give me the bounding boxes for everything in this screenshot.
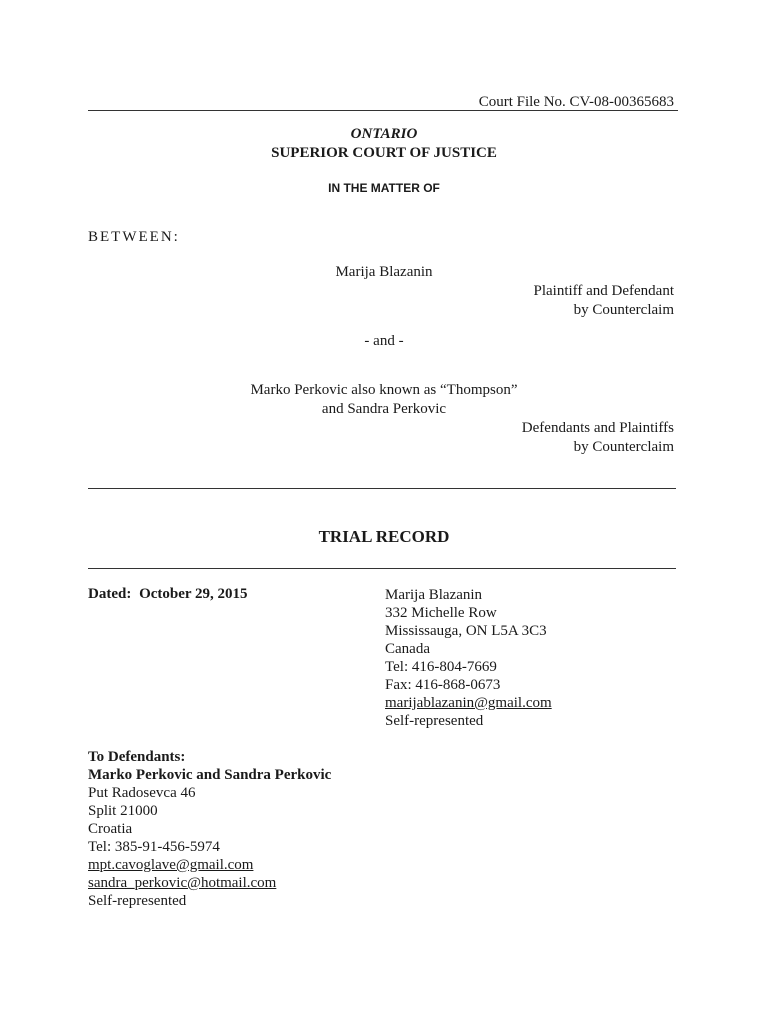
defendant-role: [414, 419, 674, 457]
defendant-line2: and Sandra Perkovic: [321, 401, 447, 417]
contact-tel: Tel: 416-804-7669: [385, 659, 497, 675]
contact-country: Canada: [385, 641, 430, 657]
dated-date: October 29, 2015: [139, 586, 248, 602]
contact-fax: Fax: 416-868-0673: [385, 677, 501, 693]
defendants-tel: Tel: 385-91-456-5974: [88, 839, 220, 855]
defendant-line1: Marko Perkovic also known as “Thompson”: [250, 382, 518, 398]
and-separator: - and -: [364, 333, 404, 349]
contact-city: Mississauga, ON L5A 3C3: [385, 623, 547, 639]
defendants-status: Self-represented: [88, 893, 187, 909]
defendant-role-line1: Defendants and Plaintiffs: [521, 420, 674, 436]
court-name: SUPERIOR COURT OF JUSTICE: [271, 145, 497, 161]
contact-street: 332 Michelle Row: [385, 605, 497, 621]
plaintiff-name: Marija Blazanin: [335, 264, 433, 280]
defendants-names: Marko Perkovic and Sandra Perkovic: [88, 767, 332, 783]
defendants-email2-link[interactable]: sandra_perkovic@hotmail.com: [88, 875, 277, 891]
header-rule: [88, 110, 678, 111]
plaintiff-role-line1: Plaintiff and Defendant: [533, 283, 674, 299]
contact-status: Self-represented: [385, 713, 484, 729]
plaintiff-contact-block: [385, 586, 552, 730]
defendant-role-line2: by Counterclaim: [573, 439, 674, 455]
matter-heading: IN THE MATTER OF: [328, 181, 440, 195]
defendants-contact-block: [88, 748, 331, 910]
document-title: TRIAL RECORD: [318, 527, 450, 546]
defendants-email1-link[interactable]: mpt.cavoglave@gmail.com: [88, 857, 254, 873]
contact-email-link[interactable]: marijablazanin@gmail.com: [385, 695, 552, 711]
defendants-country: Croatia: [88, 821, 133, 837]
court-file-number: Court File No. CV-08-00365683: [478, 94, 674, 110]
title-rule-bottom: [88, 568, 676, 569]
contact-name: Marija Blazanin: [385, 587, 483, 603]
plaintiff-role: [414, 282, 674, 320]
to-defendants-heading: To Defendants:: [88, 749, 186, 765]
jurisdiction: ONTARIO: [350, 126, 418, 142]
dated-label: Dated:: [88, 586, 132, 602]
defendants-street: Put Radosevca 46: [88, 785, 196, 801]
title-rule-top: [88, 488, 676, 489]
defendant-names: [0, 381, 768, 419]
plaintiff-role-line2: by Counterclaim: [573, 302, 674, 318]
defendants-city: Split 21000: [88, 803, 158, 819]
dated-line: [88, 586, 252, 603]
between-label: BETWEEN:: [88, 229, 180, 245]
